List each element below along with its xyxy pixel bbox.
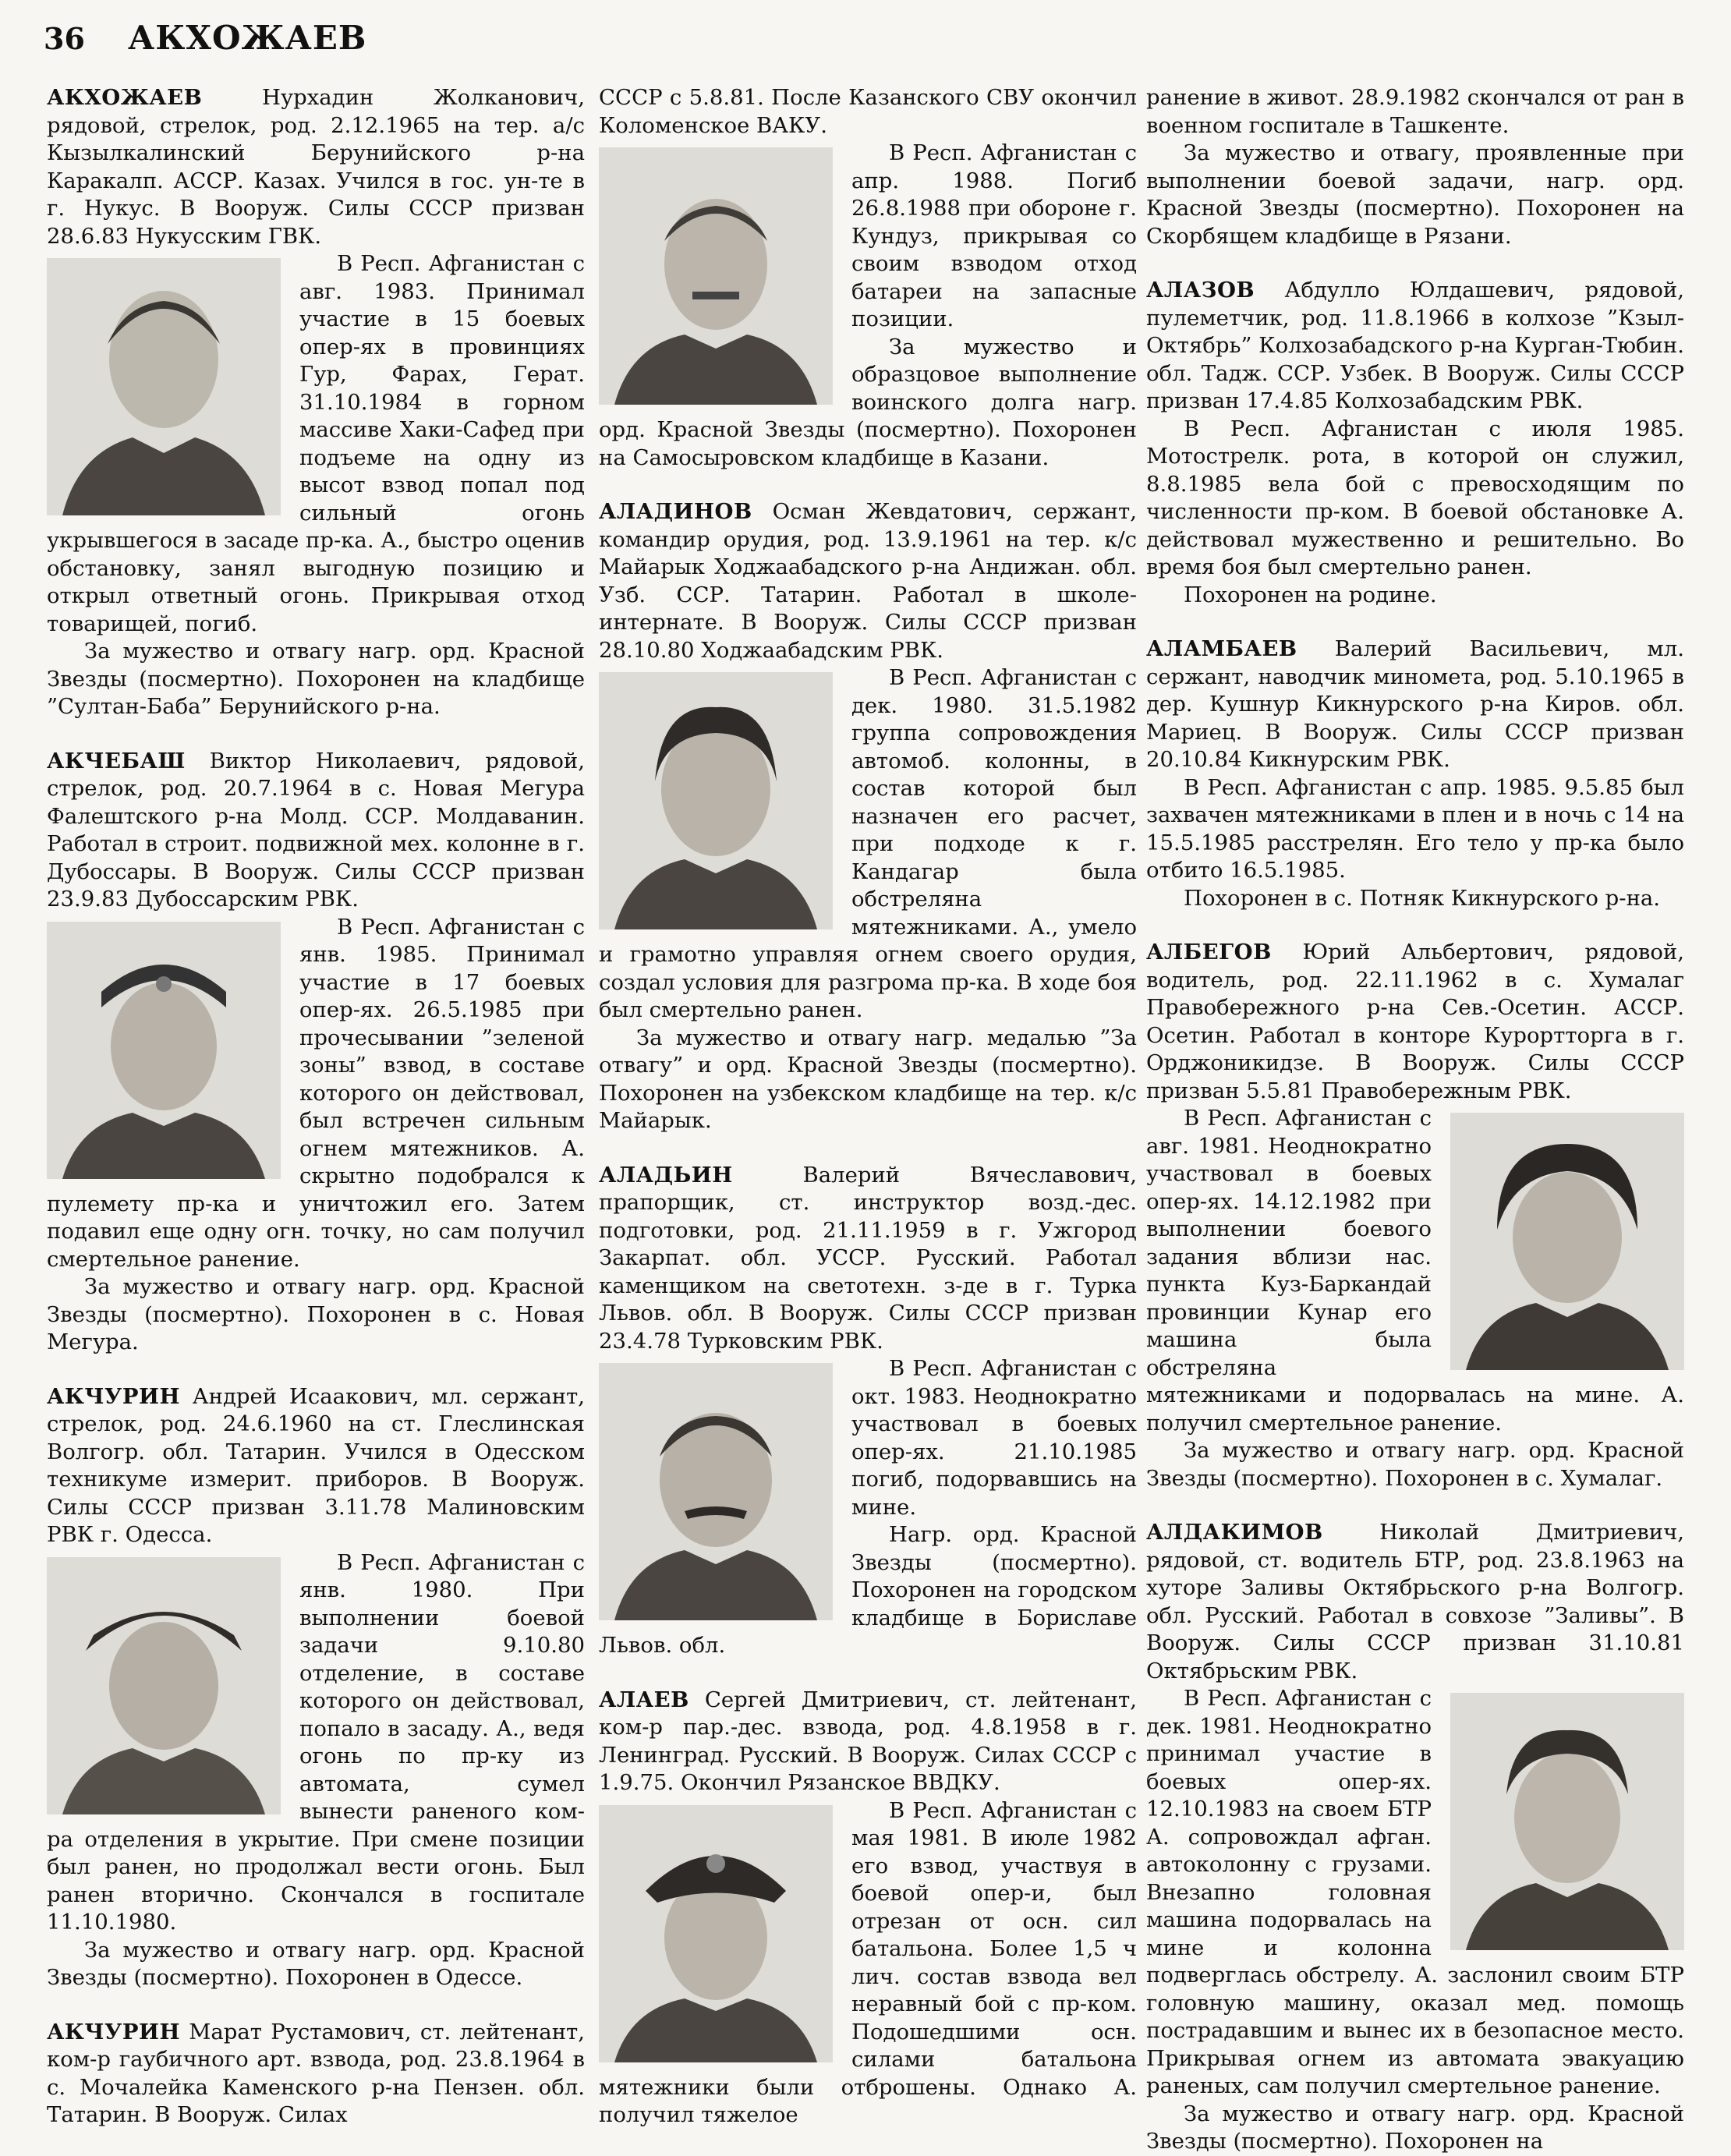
entry-surname: АКЧУРИН: [47, 1383, 180, 1409]
entry-service: В Респ. Афганистан с дек. 1980. 31.5.1982 группа сопровождения автомоб. колонны, в состав которой был назначен его расчет, при подходе к г. Кандагар была обстреляна мятежниками. А., умело и грамотно управляя огнем своего орудия, создал условия для разгрома пр-ка. В ходе боя был смертельно ранен.: [599, 665, 1137, 1022]
portrait-photo: [1450, 1693, 1684, 1950]
portrait-photo: [47, 258, 281, 515]
entry-alaev: [599, 1687, 1137, 2129]
portrait-photo: [599, 1805, 833, 2062]
entry-service: В Респ. Афганистан с июля 1985. Мотострелк. рота, в которой он служил, 8.8.1985 вела бой с превосходящим по численности пр-ком. В боевой обстановке А. действовал мужественно и решительно. Во время боя был смертельно ранен.: [1146, 416, 1684, 579]
entry-akchurin-marat: [47, 2019, 585, 2129]
entry-bio: Валерий Вячеславович, прапорщик, ст. инструктор возд.-дес. подготовки, род. 21.11.1959 в г. Ужгород Закарпат. обл. УССР. Русский. Работал каменщиком на светотехн. з-де в г. Турка Львов. обл. В Вооруж. Силы СССР призван 23.4.78 Турковским РВК.: [599, 1162, 1137, 1354]
entry-continuation: ранение в живот. 28.9.1982 скончался от ран в военном госпитале в Ташкенте.: [1146, 85, 1684, 138]
entry-bio: Абдулло Юлдашевич, рядовой, пулеметчик, род. 11.8.1966 в колхозе ”Кзыл-Октябрь” Колхозабадского р-на Курган-Тюбин. обл. Тадж. ССР. Узбек. В Вооруж. Силы СССР призван 17.4.85 Колхозабадским РВК.: [1146, 278, 1684, 413]
entry-akchurin-marat-cont: [599, 84, 1137, 472]
entry-award: Похоронен на родине.: [1184, 582, 1437, 607]
portrait-photo: [599, 147, 833, 405]
entry-surname: АКЧЕБАШ: [47, 748, 186, 774]
entry-service: В Респ. Афганистан с авг. 1981. Неоднократно участвовал в боевых опер-ях. 14.12.1982 при выполнении боевого задания вблизи нас. пункта Куз-Баркандай провинции Кунар его машина была обстреляна мятежниками и подорвалась на мине. А. получил смертельное ранение.: [1146, 1106, 1684, 1436]
portrait-photo: [599, 1363, 833, 1620]
column-1: [47, 84, 586, 2127]
portrait-photo: [47, 1557, 281, 1814]
page-number: 36: [44, 21, 85, 56]
entry-service: В Респ. Афганистан с янв. 1985. Принимал участие в 17 боевых опер-ях. 26.5.1985 при прочесывании ”зеленой зоны” взвод, в составе которого он действовал, был встречен сильным огнем мятежников. А. скрытно подобрался к пулемету пр-ка и уничтожил его. Затем подавил еще одну огн. точку, но сам получил смертельное ранение.: [47, 914, 585, 1272]
entry-surname: АЛДАКИМОВ: [1146, 1520, 1323, 1545]
entry-aladinov: [599, 498, 1137, 1135]
portrait-photo: [1450, 1113, 1684, 1370]
entry-akchebash: [47, 748, 585, 1357]
entry-alaev-cont: [1146, 84, 1684, 250]
entry-continuation: СССР с 5.8.81. После Казанского СВУ окончил Коломенское ВАКУ.: [599, 85, 1137, 138]
entry-service: В Респ. Афганистан с авг. 1983. Принимал участие в 15 боевых опер-ях в провинциях Гур, Фарах, Герат. 31.10.1984 в горном массиве Хаки-Сафед при подъеме на одну из высот взвод попал под сильный огонь укрывшегося в засаде пр-ка. А., быстро оценив обстановку, занял выгодную позицию и открыл ответный огонь. Прикрывая отход товарищей, погиб.: [47, 251, 585, 636]
entry-bio: Валерий Васильевич, мл. сержант, наводчик миномета, род. 5.10.1965 в дер. Кушнур Кикнурского р-на Киров. обл. Мариец. В Вооруж. Силы СССР призван 20.10.84 Кикнурским РВК.: [1146, 636, 1684, 772]
entry-surname: АКЧУРИН: [47, 2019, 180, 2044]
entry-akchurin-andrey: [47, 1383, 585, 1992]
entry-aladin: [599, 1162, 1137, 1660]
entry-bio: Сергей Дмитриевич, ст. лейтенант, ком-р пар.-дес. взвода, род. 4.8.1958 в г. Ленинград. Русский. В Вооруж. Силах СССР с 1.9.75. Окончил Рязанское ВВДКУ.: [599, 1687, 1138, 1795]
entry-bio: Осман Жевдатович, сержант, командир орудия, род. 13.9.1961 на тер. к/с Майарык Ходжаабадского р-на Андижан. обл. Узб. ССР. Татарин. Работал в школе-интернате. В Вооруж. Силы СССР призван 28.10.80 Ходжаабадским РВК.: [599, 499, 1137, 663]
entry-alambaev: [1146, 635, 1684, 912]
column-3: [1146, 84, 1684, 2154]
entry-service: В Респ. Афганистан с апр. 1988. Погиб 26.8.1988 при обороне г. Кундуз, прикрывая со своим взводом отход батареи на запасные позиции.: [851, 140, 1137, 331]
entry-surname: АЛАЕВ: [599, 1687, 689, 1712]
entry-award: За мужество и отвагу нагр. орд. Красной Звезды (посмертно). Похоронен в с. Новая Мегура.: [47, 1274, 585, 1354]
entry-surname: АЛАДИНОВ: [599, 499, 752, 524]
entry-bio: Марат Рустамович, ст. лейтенант, ком-р гаубичного арт. взвода, род. 23.8.1964 в с. Мочалейка Каменского р-на Пензен. обл. Татарин. В Вооруж. Силах: [47, 2019, 585, 2127]
entry-service: В Респ. Афганистан с дек. 1981. Неоднократно принимал участие в боевых опер-ях. 12.10.1983 на своем БТР А. сопровождал афган. автоколонну с грузами. Внезапно головная машина подорвалась на мине и колонна подверглась обстрелу. А. заслонил своим БТР головную машину, оказал мед. помощь пострадавшим и вынес их в безопасное место. Прикрывая огнем из автомата эвакуацию раненых, сам получил смертельное ранение.: [1146, 1686, 1684, 2098]
entry-bio: Николай Дмитриевич, рядовой, ст. водитель БТР, род. 23.8.1963 на хуторе Заливы Октябрьского р-на Волгогр. обл. Русский. Работал в совхозе ”Заливы”. В Вооруж. Силы СССР призван 31.10.81 Октябрьским РВК.: [1146, 1520, 1684, 1683]
entry-alazov: [1146, 277, 1684, 609]
column-2: [599, 84, 1138, 2127]
entry-surname: АКХОЖАЕВ: [47, 85, 203, 110]
entry-award: Похоронен в с. Потняк Кикнурского р-на.: [1184, 885, 1661, 911]
entry-award: За мужество и отвагу нагр. орд. Красной Звезды (посмертно). Похоронен на кладбище ”Султан-Баба” Берунийского р-на.: [47, 639, 585, 719]
entry-akkhozhaev: [47, 84, 585, 721]
portrait-photo: [47, 922, 281, 1179]
entry-surname: АЛБЕГОВ: [1146, 940, 1272, 965]
entry-surname: АЛАДЬИН: [599, 1162, 733, 1188]
entry-bio: Нурхадин Жолканович, рядовой, стрелок, род. 2.12.1965 на тер. а/с Кызылкалинский Берунийского р-на Каракалп. АССР. Казах. Учился в гос. ун-те в г. Нукус. В Вооруж. Силы СССР призван 28.6.83 Нукусским ГВК.: [47, 85, 585, 249]
entry-award: За мужество и образцовое выполнение воинского долга нагр. орд. Красной Звезды (посмертно). Похоронен на Самосыровском кладбище в Казани.: [599, 334, 1137, 470]
entry-award: За мужество и отвагу нагр. орд. Красной Звезды (посмертно). Похоронен в Одессе.: [47, 1937, 585, 1990]
page-header: [44, 19, 366, 65]
entry-service: В Респ. Афганистан с окт. 1983. Неоднократно участвовал в боевых опер-ях. 21.10.1985 погиб, подорвавшись на мине.: [851, 1356, 1137, 1520]
entry-surname: АЛАЗОВ: [1146, 278, 1255, 303]
entry-service: В Респ. Афганистан с апр. 1985. 9.5.85 был захвачен мятежниками в плен и в ночь с 14 на 15.5.1985 расстрелян. Его тело у пр-ка было отбито 16.5.1985.: [1146, 774, 1684, 883]
entry-bio: Андрей Исаакович, мл. сержант, стрелок, род. 24.6.1960 на ст. Глеслинская Волгогр. обл. Татарин. Учился в Одесском техникуме измерит. приборов. В Вооруж. Силы СССР призван 3.11.78 Малиновским РВК г. Одесса.: [47, 1383, 586, 1547]
entry-service: В Респ. Афганистан с мая 1981. В июле 1982 его взвод, участвуя в боевой опер-и, был отрезан от осн. сил батальона. Более 1,5 ч лич. состав взвода вел неравный бой с пр-ком. Подошедшими осн. силами батальона мятежники были отброшены. Однако А. получил тяжелое: [599, 1797, 1137, 2127]
entry-bio: Юрий Альбертович, рядовой, водитель, род. 22.11.1962 в с. Хумалаг Правобережного р-на Сев.-Осетин. АССР. Осетин. Работал в конторе Курортторга в г. Орджоникидзе. В Вооруж. Силы СССР призван 5.5.81 Правобережным РВК.: [1146, 940, 1684, 1103]
entry-award: За мужество и отвагу нагр. медалью ”За отвагу” и орд. Красной Звезды (посмертно). Похоронен на узбекском кладбище на тер. к/с Майарык.: [599, 1025, 1137, 1133]
entry-bio: Виктор Николаевич, рядовой, стрелок, род. 20.7.1964 в с. Новая Мегура Фалештского р-на Молд. ССР. Молдаванин. Работал в строит. подвижной мех. колонне в г. Дубоссары. В Вооруж. Силы СССР призван 23.9.83 Дубоссарским РВК.: [47, 748, 585, 912]
entry-award: За мужество и отвагу нагр. орд. Красной Звезды (посмертно). Похоронен на: [1146, 2101, 1684, 2154]
entry-award: Нагр. орд. Красной Звезды (посмертно). Похоронен на городском кладбище в Бориславе Львов. обл.: [599, 1522, 1137, 1658]
entry-albegov: [1146, 939, 1684, 1492]
entry-aldakimov: [1146, 1519, 1684, 2156]
running-title: АКХОЖАЕВ: [127, 19, 367, 57]
entry-service: В Респ. Афганистан с янв. 1980. При выполнении боевой задачи 9.10.80 отделение, в составе которого он действовал, попало в засаду. А., ведя огонь по пр-ку из автомата, сумел вынести раненого ком-ра отделения в укрытие. При смене позиции был ранен, но продолжал вести огонь. Был ранен вторично. Скончался в госпитале 11.10.1980.: [47, 1549, 585, 1935]
portrait-photo: [599, 672, 833, 929]
entry-award: За мужество и отвагу, проявленные при выполнении боевой задачи, нагр. орд. Красной Звезды (посмертно). Похоронен на Скорбящем кладбище в Рязани.: [1146, 140, 1684, 249]
entry-award: За мужество и отвагу нагр. орд. Красной Звезды (посмертно). Похоронен в с. Хумалаг.: [1146, 1438, 1684, 1491]
entry-surname: АЛАМБАЕВ: [1146, 636, 1297, 661]
